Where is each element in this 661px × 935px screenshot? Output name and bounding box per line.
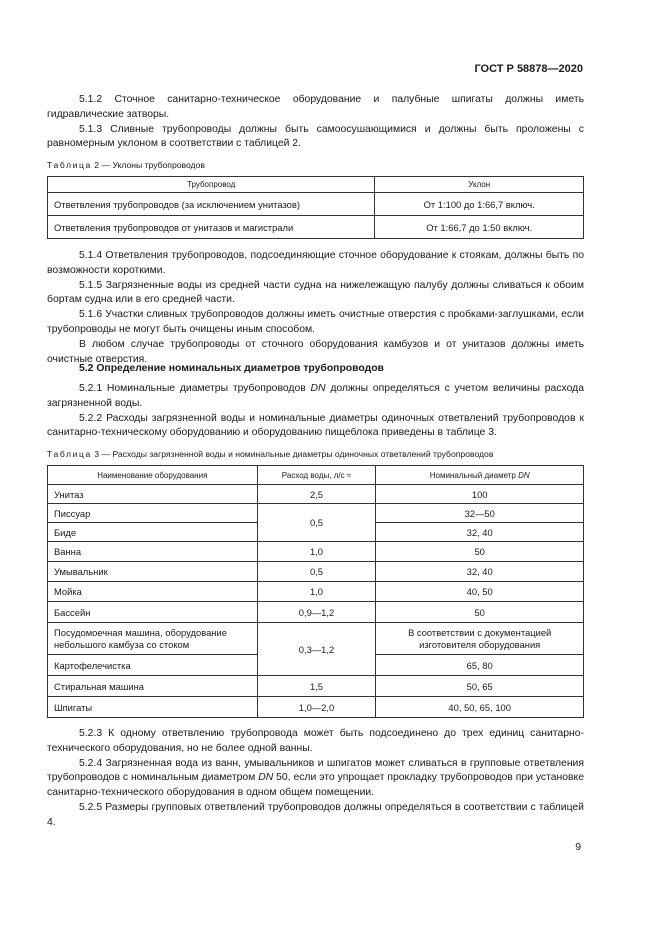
table-3-header-equipment: Наименование оборудования: [48, 466, 258, 485]
table-2-cell: От 1:100 до 1:66,7 включ.: [375, 193, 584, 216]
table-3-caption-text: 3 — Расходы загрязненной воды и номинальные диаметры одиночных ответвлений трубопроводов: [94, 449, 494, 459]
table-2: [47, 176, 584, 239]
equipment-name: Шпигаты: [48, 697, 258, 718]
equipment-name: Посудомоечная машина, оборудование небольшого камбуза со стоком: [48, 623, 258, 655]
table-2-caption-label: Таблица: [47, 160, 92, 170]
paragraph-5-2-1: 5.2.1 Номинальные диаметры трубопроводов DN должны определяться с учетом величины расхода загрязненной воды.: [47, 383, 584, 409]
section-5-2-1-to-5-2-2: [47, 382, 584, 441]
equipment-name: Биде: [48, 523, 258, 542]
equipment-name: Унитаз: [48, 485, 258, 504]
flow-value: 1,5: [257, 676, 376, 697]
table-row: [48, 485, 584, 504]
table-3-header-dn: Номинальный диаметр DN: [376, 466, 584, 485]
table-2-header-slope: Уклон: [375, 177, 584, 193]
dn-value: 65, 80: [376, 655, 584, 676]
dn-value: 32, 40: [376, 562, 584, 582]
flow-value: 1,0—2,0: [257, 697, 376, 718]
table-2-cell: Ответвления трубопроводов от унитазов и магистрали: [48, 216, 375, 239]
table-3-caption-label: Таблица: [47, 449, 92, 459]
table-3-caption: [47, 449, 493, 459]
dn-value: 40, 50: [376, 582, 584, 602]
equipment-name: Картофелечистка: [48, 655, 258, 676]
table-row: [48, 193, 584, 216]
section-5-1-2-to-5-1-3: [47, 93, 584, 152]
dn-value: 50, 65: [376, 676, 584, 697]
table-row: [48, 504, 584, 523]
table-row: [48, 216, 584, 239]
equipment-name: Ванна: [48, 542, 258, 562]
table-3: [47, 465, 584, 718]
table-row: [48, 623, 584, 655]
dn-value: 32, 40: [376, 523, 584, 542]
table-2-header-row: [48, 177, 584, 193]
table-row: [48, 676, 584, 697]
table-2-caption-text: 2 — Уклоны трубопроводов: [94, 160, 205, 170]
section-heading-5-2: 5.2 Определение номинальных диаметров трубопроводов: [79, 363, 384, 374]
paragraph-5-2-3: 5.2.3 К одному ответвлению трубопровода может быть подсоединено до трех единиц санитарно-технического оборудования, но не более одной ванны.: [47, 728, 584, 754]
equipment-name: Бассейн: [48, 602, 258, 623]
table-row: [48, 602, 584, 623]
page-number: 9: [575, 842, 581, 853]
table-3-header-flow: Расход воды, л/с ≈: [257, 466, 376, 485]
equipment-name: Мойка: [48, 582, 258, 602]
paragraph-5-1-4: 5.1.4 Ответвления трубопроводов, подсоединяющие сточное оборудование к стоякам, должны быть по возможности короткими.: [47, 250, 584, 276]
flow-value: 0,9—1,2: [257, 602, 376, 623]
dn-value: 40, 50, 65, 100: [376, 697, 584, 718]
paragraph-5-2-4: 5.2.4 Загрязненная вода из ванн, умывальников и шпигатов может сливаться в групповые ответвления трубопроводов с номинальным диаметром DN 50, если это упрощает прокладку трубопроводов при установке санитарно-технического оборудования в одном общем помещении.: [47, 757, 584, 799]
table-2-cell: От 1:66,7 до 1:50 включ.: [375, 216, 584, 239]
flow-value: 0,5: [257, 562, 376, 582]
flow-value: 1,0: [257, 582, 376, 602]
equipment-name: Умывальник: [48, 562, 258, 582]
paragraph-5-1-5: 5.1.5 Загрязненные воды из средней части судна на нижележащую палубу должны сливаться к обоим бортам судна или в его средней части.: [47, 279, 584, 306]
table-2-caption: [47, 160, 205, 170]
section-5-2-3-to-5-2-5: [47, 727, 584, 831]
paragraph-5-1-6: 5.1.6 Участки сливных трубопроводов должны иметь очистные отверстия с пробками-заглушками, если трубопроводы не могут быть очищены иным способом.: [47, 309, 584, 335]
paragraph-cleanout: В любом случае трубопроводы от сточного оборудования камбузов и от унитазов должны иметь очистные отверстия.: [47, 338, 584, 365]
dn-value: 100: [376, 485, 584, 504]
table-row: [48, 697, 584, 718]
table-2-cell: Ответвления трубопроводов (за исключением унитазов): [48, 193, 375, 216]
flow-value: 1,0: [257, 542, 376, 562]
dn-value: 50: [376, 602, 584, 623]
document-id: ГОСТ Р 58878—2020: [474, 63, 583, 75]
table-row: [48, 542, 584, 562]
dn-value: 32—50: [376, 504, 584, 523]
paragraph-5-1-2: 5.1.2 Сточное санитарно-техническое оборудование и палубные шпигаты должны иметь гидравлические затворы.: [47, 94, 584, 120]
table-row: [48, 562, 584, 582]
paragraph-5-1-3: 5.1.3 Сливные трубопроводы должны быть самоосушающимися и должны быть проложены с равномерным уклоном в соответствии с таблицей 2.: [47, 123, 584, 150]
section-5-1-4-to-5-1-6: [47, 249, 584, 367]
dn-value: В соответствии с документацией изготовителя оборудования: [376, 623, 584, 655]
table-row: [48, 582, 584, 602]
paragraph-5-2-2: 5.2.2 Расходы загрязненной воды и номинальные диаметры одиночных ответвлений трубопроводов к санитарно-техническому оборудованию и оборудованию пищеблока приведены в таблице 3.: [47, 412, 584, 439]
paragraph-5-2-5: 5.2.5 Размеры групповых ответвлений трубопроводов должны определяться в соответствии с таблицей 4.: [47, 801, 584, 828]
flow-value: 2,5: [257, 485, 376, 504]
table-3-header-row: [48, 466, 584, 485]
flow-value: 0,5: [257, 504, 376, 542]
equipment-name: Писсуар: [48, 504, 258, 523]
table-2-header-pipeline: Трубопровод: [48, 177, 375, 193]
dn-value: 50: [376, 542, 584, 562]
flow-value: 0,3—1,2: [257, 623, 376, 676]
equipment-name: Стиральная машина: [48, 676, 258, 697]
